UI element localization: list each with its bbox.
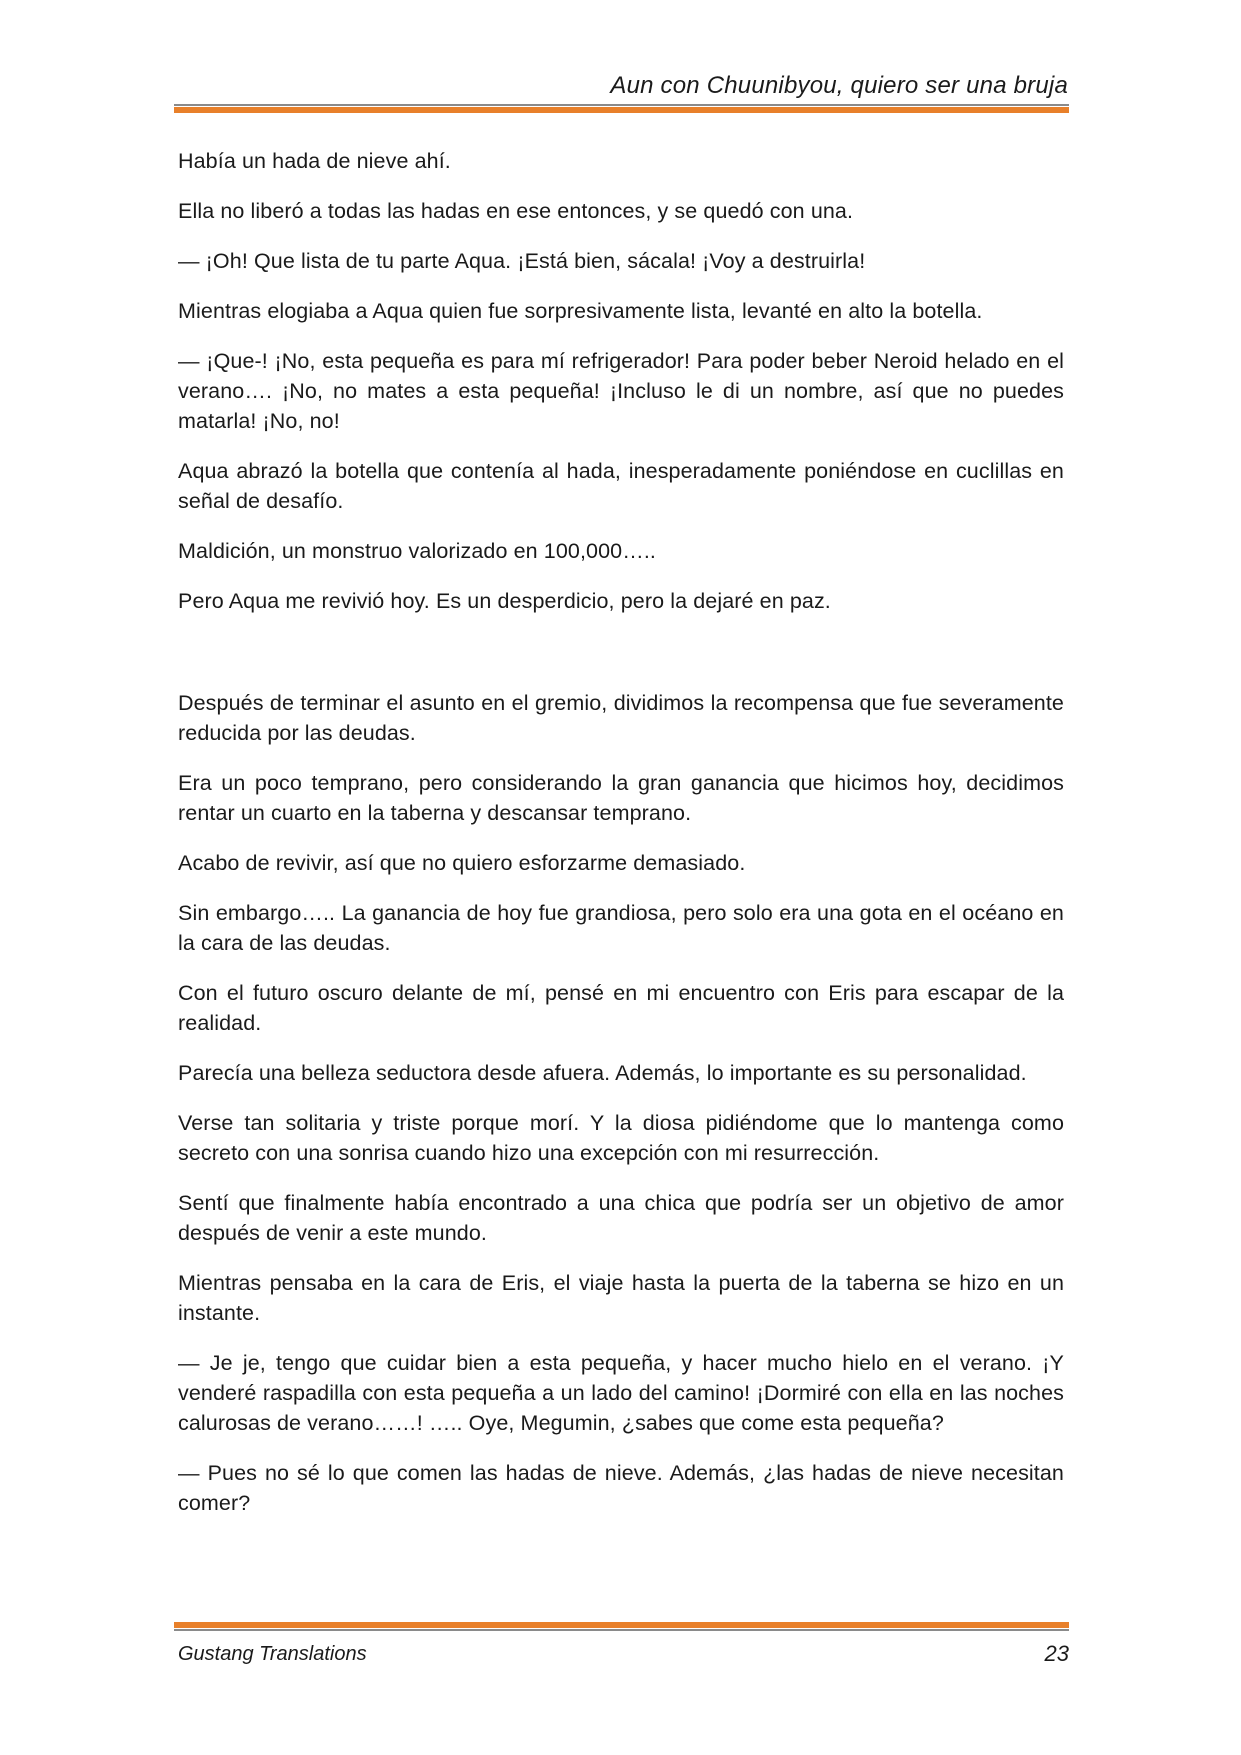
- header-rule-thin-line: [174, 104, 1069, 106]
- section-top: [178, 146, 1064, 616]
- paragraph: Había un hada de nieve ahí.: [178, 149, 451, 173]
- footer-rule: [174, 1622, 1069, 1631]
- paragraph: Mientras pensaba en la cara de Eris, el viaje hasta la puerta de la taberna se hizo en un instante.: [178, 1271, 1064, 1325]
- paragraph: — ¡Oh! Que lista de tu parte Aqua. ¡Está bien, sácala! ¡Voy a destruirla!: [178, 249, 866, 273]
- paragraph: Sentí que finalmente había encontrado a una chica que podría ser un objetivo de amor después de venir a este mundo.: [178, 1191, 1064, 1245]
- page-number: 23: [1044, 1641, 1069, 1666]
- paragraph: Ella no liberó a todas las hadas en ese entonces, y se quedó con una.: [178, 199, 854, 223]
- paragraph: Con el futuro oscuro delante de mí, pensé en mi encuentro con Eris para escapar de la realidad.: [178, 981, 1064, 1035]
- paragraph: — Pues no sé lo que comen las hadas de nieve. Además, ¿las hadas de nieve necesitan comer?: [178, 1461, 1064, 1515]
- paragraph: Verse tan solitaria y triste porque morí. Y la diosa pidiéndome que lo mantenga como secreto con una sonrisa cuando hizo una excepción con mi resurrección.: [178, 1111, 1064, 1165]
- paragraph: Aqua abrazó la botella que contenía al hada, inesperadamente poniéndose en cuclillas en señal de desafío.: [178, 459, 1064, 513]
- section-bottom: [178, 688, 1064, 1518]
- paragraph: Acabo de revivir, así que no quiero esforzarme demasiado.: [178, 851, 746, 875]
- footer-publisher: Gustang Translations: [178, 1643, 367, 1665]
- paragraph: Sin embargo….. La ganancia de hoy fue grandiosa, pero solo era una gota en el océano en la cara de las deudas.: [178, 901, 1064, 955]
- footer-rule-accent-line: [174, 1622, 1069, 1628]
- paragraph: — Je je, tengo que cuidar bien a esta pequeña, y hacer mucho hielo en el verano. ¡Y venderé raspadilla con esta pequeña a un lado del camino! ¡Dormiré con ella en las noches calurosas de verano……! ….. Oye, Megumin, ¿sabes que come esta pequeña?: [178, 1351, 1064, 1435]
- paragraph: Era un poco temprano, pero considerando la gran ganancia que hicimos hoy, decidimos rentar un cuarto en la taberna y descansar temprano.: [178, 771, 1064, 825]
- paragraph: — ¡Que-! ¡No, esta pequeña es para mí refrigerador! Para poder beber Neroid helado en el verano…. ¡No, no mates a esta pequeña! ¡Incluso le di un nombre, así que no puedes matarla! ¡No, no!: [178, 349, 1064, 433]
- running-header-title: Aun con Chuunibyou, quiero ser una bruja: [610, 72, 1068, 99]
- paragraph: Mientras elogiaba a Aqua quien fue sorpresivamente lista, levanté en alto la botella.: [178, 299, 983, 323]
- scene-break: [178, 636, 1064, 688]
- paragraph: Después de terminar el asunto en el gremio, dividimos la recompensa que fue severamente reducida por las deudas.: [178, 691, 1064, 745]
- header-rule: [174, 104, 1069, 113]
- page-body: [178, 146, 1064, 1538]
- header-rule-accent-line: [174, 107, 1069, 113]
- footer-rule-thin-line: [174, 1629, 1069, 1631]
- paragraph: Parecía una belleza seductora desde afuera. Además, lo importante es su personalidad.: [178, 1061, 1027, 1085]
- paragraph: Maldición, un monstruo valorizado en 100,000…..: [178, 539, 656, 563]
- paragraph: Pero Aqua me revivió hoy. Es un desperdicio, pero la dejaré en paz.: [178, 589, 831, 613]
